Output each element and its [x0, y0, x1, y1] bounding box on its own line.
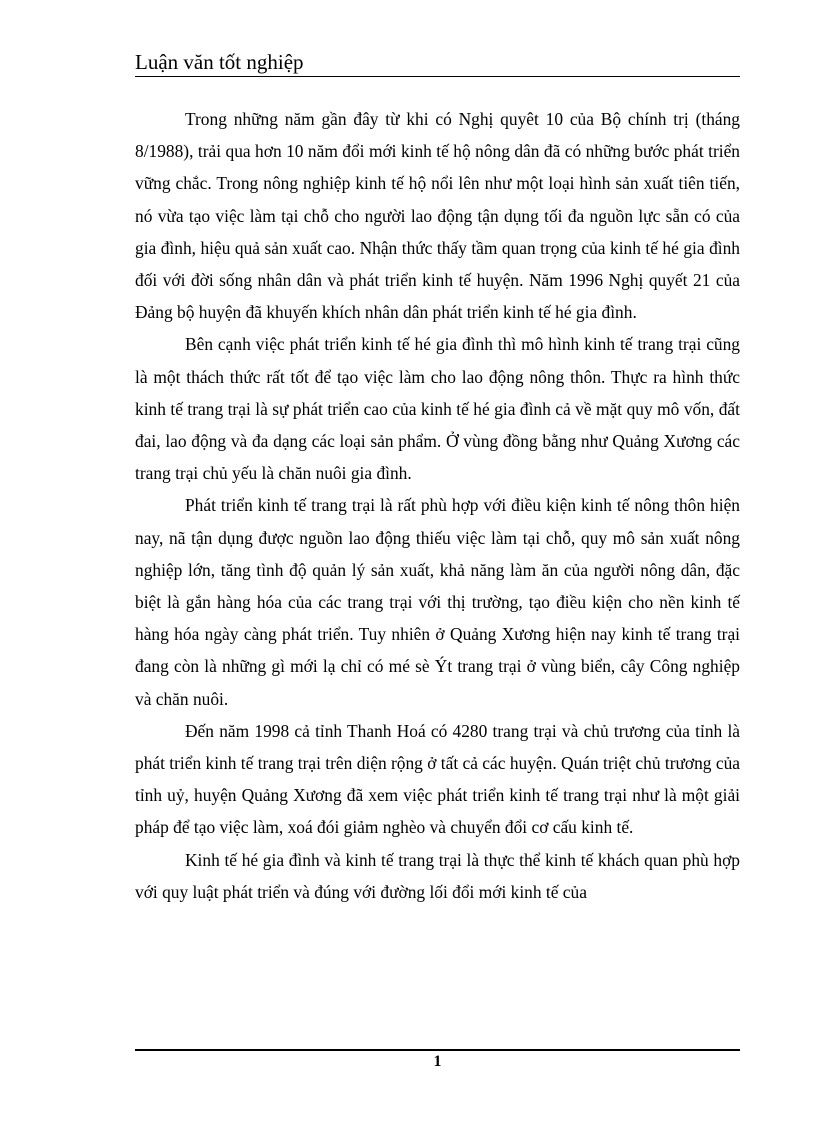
header-divider [135, 76, 740, 77]
document-body [135, 103, 740, 908]
paragraph: Đến năm 1998 cả tỉnh Thanh Hoá có 4280 trang trại và chủ trương của tỉnh là phát triển kinh tế trang trại trên diện rộng ở tất cả các huyện. Quán triệt chủ trương của tỉnh uỷ, huyện Quảng Xương đã xem việc phát triển kinh tế trang trại như là một giải pháp để tạo việc làm, xoá đói giảm nghèo và chuyển đổi cơ cấu kinh tế. [135, 720, 740, 838]
paragraph: Bên cạnh việc phát triển kinh tế hé gia đình thì mô hình kinh tế trang trại cũng là một thách thức rất tốt để tạo việc làm cho lao động nông thôn. Thực ra hình thức kinh tế trang trại là sự phát triển cao của kinh tế hé gia đình cả về mặt quy mô vốn, đất đai, lao động và đa dạng các loại sản phẩm. Ở vùng đồng bằng như Quảng Xương các trang trại chủ yếu là chăn nuôi gia đình. [135, 334, 740, 484]
page-number: 1 [433, 1053, 442, 1070]
document-header-title: Luận văn tốt nghiệp [135, 50, 304, 74]
paragraph: Kinh tế hé gia đình và kinh tế trang trại là thực thể kinh tế khách quan phù hợp với quy luật phát triển và đúng với đường lối đổi mới kinh tế của [135, 849, 740, 902]
paragraph: Phát triển kinh tế trang trại là rất phù hợp với điều kiện kinh tế nông thôn hiện nay, nã tận dụng được nguồn lao động thiếu việc làm tại chỗ, quy mô sản xuất nông nghiệp lớn, tăng tình độ quản lý sản xuất, khả năng làm ăn của người nông dân, đặc biệt là gắn hàng hóa của các trang trại với thị trường, tạo điều kiện cho nền kinh tế hàng hóa ngày càng phát triển. Tuy nhiên ở Quảng Xương hiện nay kinh tế trang trại đang còn là những gì mới lạ chỉ có mé sè Ýt trang trại ở vùng biển, cây Công nghiệp và chăn nuôi. [135, 495, 740, 709]
paragraph: Trong những năm gần đây từ khi có Nghị quyêt 10 của Bộ chính trị (tháng 8/1988), trải qua hơn 10 năm đổi mới kinh tế hộ nông dân đã có những bước phát triển vững chắc. Trong nông nghiệp kinh tế hộ nổi lên như một loại hình sản xuất tiên tiến, nó vừa tạo việc làm tại chỗ cho người lao động tận dụng tối đa nguồn lực sẵn có của gia đình, hiệu quả sản xuất cao. Nhận thức thấy tầm quan trọng của kinh tế hé gia đình đối với đời sống nhân dân và phát triển kinh tế huyện. Năm 1996 Nghị quyết 21 của Đảng bộ huyện đã khuyến khích nhân dân phát triển kinh tế hé gia đình. [135, 109, 740, 323]
